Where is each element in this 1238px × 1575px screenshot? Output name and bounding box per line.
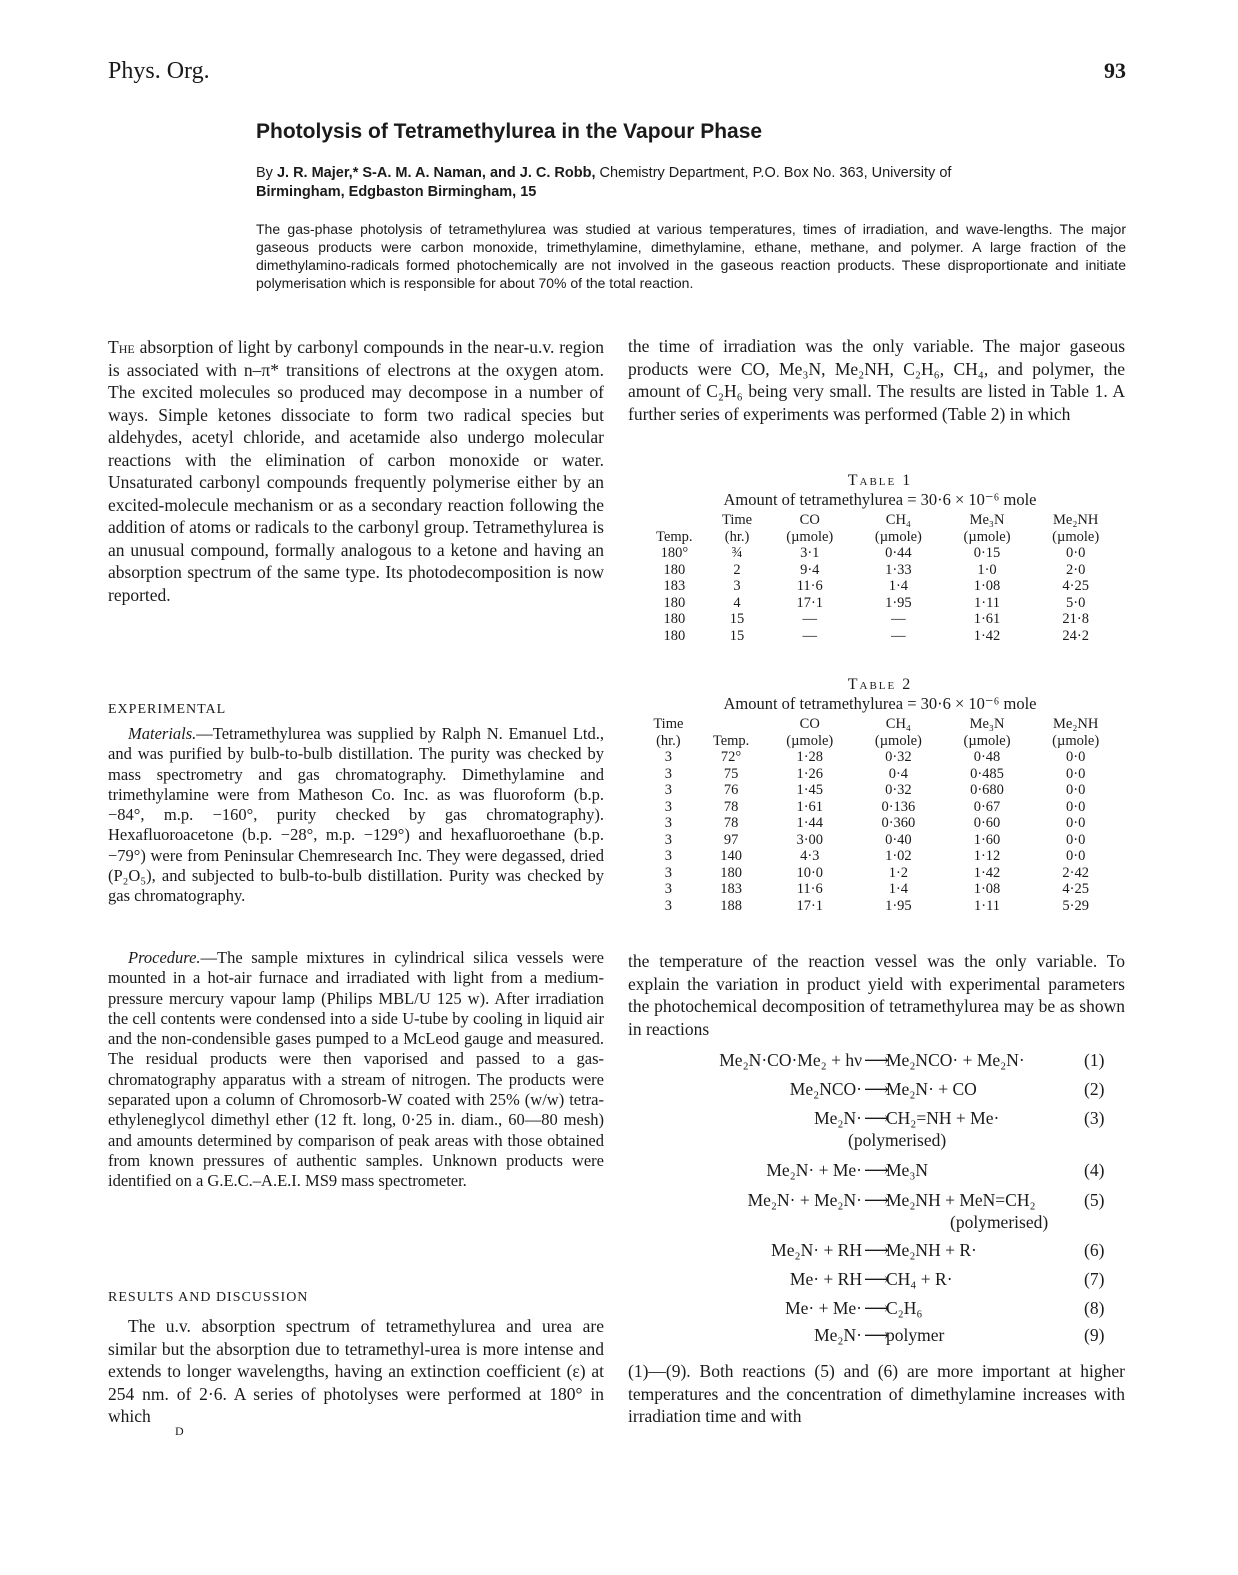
table-cell: 0·60 [973, 815, 1001, 831]
procedure-label: Procedure. [128, 948, 201, 967]
abstract: The gas-phase photolysis of tetramethylurea was studied at various temperatures, times of irradiation, and wave-lengths. The major gaseous products were carbon monoxide, trimethylamine, dimethylamine, ethane, methane, and polymer. A large fraction of the dimethylamino-radicals formed photochemically are not involved in the gaseous reaction products. These disproportionate and initiate polymerisation which is responsible for about 70% of the total reaction. [256, 221, 1126, 291]
table-cell: 78 [723, 815, 739, 831]
reaction-rhs: Me₂NCO· + Me₂N· [886, 1050, 1025, 1070]
reaction-arrow: ⟶ [864, 1079, 890, 1099]
table-cell: 1·02 [885, 848, 912, 864]
table-cell: 180 [663, 611, 686, 627]
table2-grid [640, 716, 1120, 914]
reaction-lhs: Me₂N· + RH [771, 1240, 862, 1260]
table-cell: 2 [733, 561, 741, 578]
table-cell: 0·0 [1066, 815, 1086, 831]
table-cell: 10·0 [796, 864, 824, 881]
table-cell: 0·67 [973, 798, 1001, 815]
reaction-rhs: C₂H₆ [886, 1298, 923, 1318]
table-cell: 4·25 [1062, 881, 1089, 897]
table-cell: 75 [723, 765, 739, 782]
reaction-arrow: ⟶ [864, 1190, 890, 1210]
table2-caption: Amount of tetramethylurea = 30·6 × 10⁻⁶ mole [723, 694, 1037, 713]
table-cell: 3 [664, 798, 672, 815]
table-row [640, 898, 1120, 915]
reaction-rhs: Me₂N· + CO [886, 1079, 977, 1099]
table1-caption: Amount of tetramethylurea = 30·6 × 10⁻⁶ mole [723, 490, 1037, 509]
byline [256, 164, 1126, 202]
table-cell: 3 [664, 831, 672, 848]
table-cell: 1·4 [888, 578, 909, 594]
table-row [640, 881, 1120, 898]
table1-header-0: Temp. [656, 528, 693, 545]
table1-header-5: Me₂NH (µmole) [1052, 512, 1100, 545]
reaction-rhs: polymer [886, 1325, 945, 1345]
table-cell: 21·8 [1062, 611, 1089, 627]
table-cell: 3 [664, 864, 672, 881]
intro-lead: The [108, 337, 135, 357]
table-row [640, 611, 1120, 628]
table-cell: 183 [720, 881, 742, 897]
table2-header-2: CO (µmole) [786, 716, 834, 749]
table-cell: 0·0 [1066, 831, 1086, 848]
table-cell: 3 [664, 782, 672, 798]
table-cell: 0·32 [885, 782, 912, 798]
reaction-lhs: Me₂N· [814, 1108, 862, 1128]
table-cell: 11·6 [796, 578, 823, 594]
table-cell: 24·2 [1062, 627, 1089, 644]
right-column-mid-text: the temperature of the reaction vessel was the only variable. To explain the variation in product yield with experimental parameters the photochemical decomposition of tetramethylurea may be as shown in reactions [628, 951, 1125, 1039]
table-cell: 1·11 [974, 594, 1001, 611]
affiliation-line2: Birmingham, Edgbaston Birmingham, 15 [256, 184, 537, 200]
table-cell: 15 [729, 627, 745, 644]
table-cell: 72° [720, 749, 742, 765]
table-cell: 3·1 [800, 545, 820, 561]
table-cell: 0·0 [1066, 749, 1086, 765]
results-paragraph: The u.v. absorption spectrum of tetramethylurea and urea are similar but the absorption due to tetramethyl-urea is more intense and extends to longer wavelengths, having an extinction coefficient (ε) at 254 nm. of 2·6. A series of photolyses were performed at 180° in which [108, 1316, 604, 1426]
table-cell: 0·136 [881, 798, 916, 815]
affiliation-line1: Chemistry Department, P.O. Box No. 363, University of [595, 165, 952, 181]
table-cell: 180° [660, 545, 689, 561]
reaction-lhs: Me₂N· + Me₂N· [747, 1190, 862, 1210]
reaction-arrow: ⟶ [864, 1325, 890, 1345]
reaction-number: (7) [1084, 1269, 1105, 1289]
table-cell: 1·95 [885, 594, 912, 611]
table-cell: 2·42 [1062, 864, 1089, 881]
table-cell: 1·42 [973, 627, 1001, 644]
reaction-arrow: ⟶ [864, 1269, 890, 1289]
table-cell: 180 [663, 594, 686, 611]
table-cell: 0·0 [1066, 765, 1086, 782]
table-cell: 183 [663, 578, 686, 594]
table-cell: 1·95 [885, 897, 912, 914]
table-row [640, 815, 1120, 832]
reaction-lhs: Me₂N· [814, 1325, 862, 1345]
table-cell: 2·0 [1066, 561, 1086, 578]
table-cell: 1·11 [974, 897, 1001, 914]
experimental-heading: EXPERIMENTAL [108, 702, 227, 717]
reaction-lhs: Me· + Me· [785, 1298, 862, 1318]
reaction-arrow: ⟶ [864, 1240, 890, 1260]
reaction-number: (9) [1084, 1325, 1105, 1345]
table-cell: 5·29 [1062, 897, 1089, 914]
table-cell: 17·1 [796, 594, 824, 611]
table-cell: ¾ [731, 545, 743, 561]
table1-header-3: CH₄ (µmole) [874, 512, 922, 545]
reaction-arrow: ⟶ [864, 1108, 890, 1128]
table-cell: 0·0 [1066, 545, 1086, 561]
results-heading: RESULTS AND DISCUSSION [108, 1290, 309, 1305]
table-row [640, 749, 1120, 766]
table-cell: 0·0 [1066, 798, 1086, 815]
table-cell: 180 [663, 561, 686, 578]
table-cell: 0·0 [1066, 782, 1086, 798]
reaction-number: (5) [1084, 1190, 1105, 1210]
table-cell: 1·28 [796, 749, 824, 765]
table-cell: 0·48 [973, 749, 1001, 765]
table-cell: 180 [663, 627, 686, 644]
table-cell: 97 [723, 831, 739, 848]
table-cell: 140 [720, 848, 742, 864]
table-cell: 3 [733, 578, 741, 594]
right-column-bottom-text: (1)—(9). Both reactions (5) and (6) are more important at higher temperatures and the concentration of dimethylamine increases with irradiation time and with [628, 1361, 1125, 1426]
table-cell: 0·360 [881, 815, 916, 831]
page-number: 93 [1104, 58, 1126, 83]
table-cell: 3 [664, 749, 672, 765]
table-row [640, 578, 1120, 595]
table-row [640, 595, 1120, 612]
table2-header-3: CH₄ (µmole) [874, 716, 922, 749]
reaction-note: (polymerised) [950, 1212, 1049, 1232]
table2-header-5: Me₂NH (µmole) [1052, 716, 1100, 749]
table-cell: 1·08 [973, 881, 1001, 897]
authors: J. R. Majer,* S-A. M. A. Naman, and J. C. Robb, [276, 165, 596, 181]
reaction-rhs: Me₃N [886, 1160, 929, 1180]
table-cell: — [802, 611, 817, 627]
reaction-number: (1) [1084, 1050, 1105, 1070]
table-cell: — [891, 611, 906, 627]
article-title: Photolysis of Tetramethylurea in the Vapour Phase [256, 120, 763, 143]
table-row [640, 799, 1120, 816]
table-cell: 1·4 [888, 881, 909, 897]
table-cell: 15 [729, 611, 745, 627]
table2-title: Table 2 [847, 676, 913, 693]
table-row [640, 832, 1120, 849]
running-head: Phys. Org. [108, 58, 210, 84]
table-cell: 0·40 [885, 831, 912, 848]
reaction-lhs: Me₂N· + Me· [766, 1160, 862, 1180]
materials-paragraph [108, 724, 604, 907]
table-cell: 1·08 [973, 578, 1001, 594]
table2-header-1: Temp. [712, 732, 750, 749]
footer-signature: D [175, 1424, 184, 1438]
procedure-text: —The sample mixtures in cylindrical silica vessels were mounted in a hot-air furnace and irradiated with light from a medium-pressure mercury vapour lamp (Philips MBL/U 125 w). After irradiation the cell contents were condensed into a side U-tube by cooling in liquid air and the non-condensible gases pumped to a McLeod gauge and measured. The residual products were then vaporised and passed to a gas-chromatography apparatus with a stream of nitrogen. The products were separated upon a column of Chromosorb-W coated with 25% (w/w) tetra-ethyleneglycol dimethyl ether (12 ft. long, 0·25 in. diam., 60—80 mesh) and amounts determined by comparison of peak areas with those obtained from known pressures of authentic samples. Unknown products were identified on a G.E.C.–A.E.I. MS9 mass spectrometer. [108, 948, 604, 1191]
reaction-number: (6) [1084, 1240, 1105, 1260]
reaction-arrow: ⟶ [864, 1160, 890, 1180]
table-cell: 1·42 [973, 864, 1001, 881]
table-cell: 1·61 [796, 798, 824, 815]
table1-grid [640, 512, 1120, 644]
table-cell: 3 [664, 881, 672, 897]
table-cell: 4·25 [1062, 578, 1089, 594]
table-row [640, 865, 1120, 882]
table-cell: 1·45 [796, 782, 824, 798]
reaction-lhs: Me₂NCO· [789, 1079, 862, 1099]
table1-title: Table 1 [847, 472, 913, 489]
intro-text: absorption of light by carbonyl compounds in the near-u.v. region is associated with n–π* transitions of electrons at the oxygen atom. The excited molecules so produced may decompose in a number of ways. Simple ketones dissociate to form two radical species but aldehydes, acetyl chloride, and acetamide also undergo molecular reactions with the elimination of carbon monoxide or water. Unsaturated carbonyl compounds frequently polymerise either by an excited-molecule mechanism or as a secondary reaction following the addition of atoms or radicals to the carbonyl group. Tetramethylurea is an unusual compound, formally analogous to a ketone and having an absorption spectrum of the same type. Its photodecomposition is now reported. [108, 337, 604, 605]
table-cell: 4·3 [800, 848, 820, 864]
table-cell: 1·12 [973, 848, 1001, 864]
reaction-number: (2) [1084, 1079, 1105, 1099]
table-cell: 78 [723, 798, 739, 815]
table-cell: 17·1 [796, 897, 824, 914]
table1-header-1: Time (hr.) [722, 512, 753, 545]
materials-text: —Tetramethylurea was supplied by Ralph N. Emanuel Ltd., and was purified by bulb-to-bulb distillation. The purity was checked by mass spectrometry and gas chromatography. Dimethylamine and trimethylamine were from Matheson Co. Inc. as was fluoroform (b.p. −84°, m.p. −160°, purity checked by gas chromatography). Hexafluoroacetone (b.p. −28°, m.p. −129°) and hexafluoroethane (b.p. −79°) were from Peninsular Chemresearch Inc. They were degassed, dried (P₂O₅), and subjected to bulb-to-bulb distillation. Purity was checked by gas chromatography. [108, 724, 604, 906]
table2-header-0: Time (hr.) [653, 716, 684, 749]
reaction-rhs: Me₂NH + R· [886, 1240, 977, 1260]
reaction-rhs: Me₂NH + MeN=CH₂ [886, 1190, 1036, 1210]
table-cell: 1·33 [885, 561, 912, 578]
reaction-arrow: ⟶ [864, 1050, 890, 1070]
table1 [640, 472, 1120, 644]
table-cell: 0·4 [888, 765, 909, 782]
table-row [640, 545, 1120, 562]
table-cell: 3·00 [796, 831, 824, 848]
table-cell: 180 [720, 864, 742, 881]
table-cell: 1·26 [796, 765, 824, 782]
table-cell: 9·4 [800, 561, 820, 578]
table-cell: 1·60 [973, 831, 1001, 848]
table-cell: — [891, 627, 906, 644]
reaction-number: (3) [1084, 1108, 1105, 1128]
table-cell: 0·15 [973, 545, 1001, 561]
table-row [640, 766, 1120, 783]
table-row [640, 848, 1120, 865]
table-cell: 1·44 [796, 815, 824, 831]
table2 [640, 676, 1120, 914]
reaction-number: (8) [1084, 1298, 1105, 1318]
reaction-note: (polymerised) [848, 1130, 947, 1150]
table-cell: 4 [733, 594, 741, 611]
table-cell: 1·61 [973, 611, 1001, 627]
right-column-top-text: the time of irradiation was the only variable. The major gaseous products were CO, Me₃N, Me₂NH, C₂H₆, CH₄, and polymer, the amount of C₂H₆ being very small. The results are listed in Table 1. A further series of experiments was performed (Table 2) in which [628, 336, 1125, 424]
table-cell: — [802, 627, 817, 644]
procedure-paragraph [108, 948, 604, 1192]
table-cell: 1·2 [888, 864, 909, 881]
reaction-number: (4) [1084, 1160, 1105, 1180]
reaction-lhs: Me₂N·CO·Me₂ + hν [719, 1050, 862, 1070]
table-cell: 0·0 [1066, 848, 1086, 864]
table-cell: 1·0 [977, 561, 997, 578]
reaction-rhs: CH₂=NH + Me· [886, 1108, 1000, 1128]
table-cell: 3 [664, 848, 672, 864]
table-row [640, 628, 1120, 645]
table-cell: 0·32 [885, 749, 912, 765]
left-column [108, 336, 604, 606]
table-row [640, 562, 1120, 579]
table-cell: 3 [664, 815, 672, 831]
table-cell: 5·0 [1066, 594, 1086, 611]
table-cell: 11·6 [796, 881, 823, 897]
table-cell: 0·680 [970, 782, 1004, 798]
table-cell: 3 [664, 897, 672, 914]
reaction-arrow: ⟶ [864, 1298, 890, 1318]
table-cell: 188 [720, 897, 742, 914]
reaction-lhs: Me· + RH [789, 1269, 862, 1289]
table-cell: 0·44 [885, 545, 912, 561]
materials-label: Materials. [128, 724, 197, 743]
byline-prefix: By [256, 165, 277, 181]
table2-header-4: Me₃N (µmole) [963, 716, 1011, 749]
table-cell: 0·485 [970, 765, 1004, 782]
table-cell: 3 [664, 765, 672, 782]
intro-paragraph [108, 336, 604, 606]
table1-header-4: Me₃N (µmole) [963, 512, 1011, 545]
reaction-rhs: CH₄ + R· [886, 1269, 953, 1289]
table-cell: 76 [723, 782, 739, 798]
table1-header-2: CO (µmole) [786, 512, 834, 545]
table-row [640, 782, 1120, 799]
